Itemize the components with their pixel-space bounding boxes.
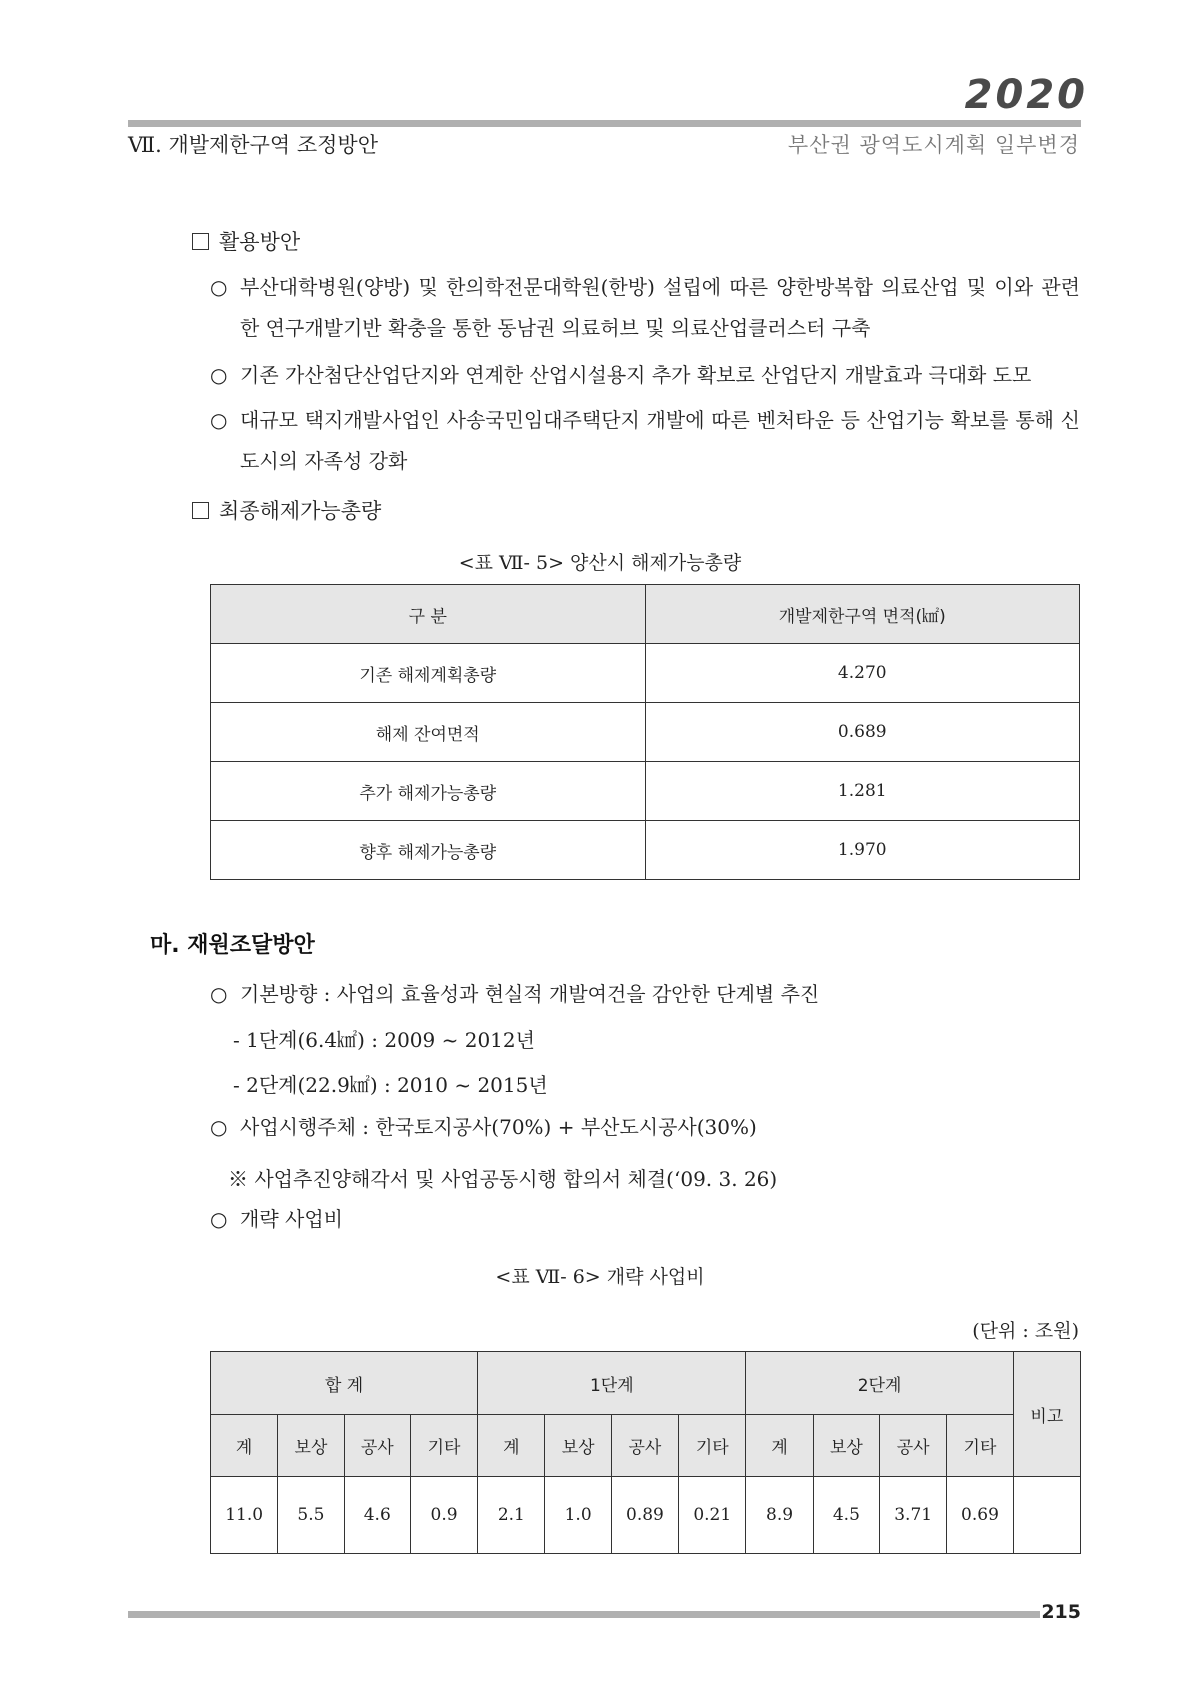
- sub-header: 보상: [278, 1415, 344, 1477]
- usage-heading-text: 활용방안: [219, 230, 301, 254]
- header-rule: [128, 120, 1081, 127]
- sub-header: 보상: [813, 1415, 879, 1477]
- cost-cell: 0.89: [611, 1477, 678, 1554]
- usage-bullet-2: [210, 355, 1080, 396]
- cost-cell: 4.5: [813, 1477, 879, 1554]
- funding-basic-text: 기본방향 : 사업의 효율성과 현실적 개발여건을 감안한 단계별 추진: [240, 982, 820, 1006]
- sub-header: 계: [746, 1415, 813, 1477]
- circle-bullet-icon: ○: [210, 1207, 228, 1231]
- row-value: 0.689: [645, 703, 1080, 762]
- stage-1-line: - 1단계(6.4㎢) : 2009 ~ 2012년: [233, 1028, 535, 1052]
- sub-header: 공사: [344, 1415, 410, 1477]
- circle-bullet-icon: ○: [210, 275, 228, 299]
- cost-cell: 8.9: [746, 1477, 813, 1554]
- circle-bullet-icon: ○: [210, 1115, 228, 1139]
- release-total-table: [210, 584, 1080, 880]
- remark-cell: [1013, 1477, 1080, 1554]
- footer-rule: [128, 1611, 1040, 1618]
- group-header-stage-1: 1단계: [478, 1352, 746, 1415]
- group-header-row: [211, 1352, 1081, 1415]
- section-title: 마. 재원조달방안: [150, 933, 315, 958]
- cost-cell: 11.0: [211, 1477, 278, 1554]
- usage-bullet-1: [210, 267, 1080, 349]
- table-caption-5: <표 Ⅶ- 5> 양산시 해제가능총량: [458, 552, 742, 574]
- sub-header: 계: [478, 1415, 545, 1477]
- document-title: 부산권 광역도시계획 일부변경: [787, 133, 1080, 157]
- funding-cost-text: 개략 사업비: [240, 1207, 343, 1231]
- funding-basic: [210, 974, 1080, 1015]
- final-heading-text: 최종해제가능총량: [219, 499, 382, 523]
- row-label: 향후 해제가능총량: [211, 821, 646, 880]
- table-header-row: [211, 585, 1080, 644]
- row-label: 기존 해제계획총량: [211, 644, 646, 703]
- funding-cost-item: [210, 1199, 1080, 1240]
- group-header-total: 합 계: [211, 1352, 478, 1415]
- table-row: [211, 703, 1080, 762]
- header-year: 2020: [964, 72, 1088, 118]
- square-bullet-icon: [192, 502, 209, 519]
- circle-bullet-icon: ○: [210, 982, 228, 1006]
- usage-bullet-text: 부산대학병원(양방) 및 한의학전문대학원(한방) 설립에 따른 양한방복합 의료산업 및 이와 관련한 연구개발기반 확충을 통한 동남권 의료허브 및 의료산업클러스터 구축: [240, 275, 1080, 340]
- group-header-stage-2: 2단계: [746, 1352, 1013, 1415]
- cost-table: [210, 1351, 1081, 1554]
- cost-cell: 0.21: [679, 1477, 746, 1554]
- sub-header: 보상: [545, 1415, 611, 1477]
- table-row: [211, 1477, 1081, 1554]
- table-row: [211, 762, 1080, 821]
- cost-cell: 0.69: [947, 1477, 1013, 1554]
- row-value: 4.270: [645, 644, 1080, 703]
- circle-bullet-icon: ○: [210, 408, 228, 432]
- sub-header: 기타: [679, 1415, 746, 1477]
- column-header: 개발제한구역 면적(㎢): [645, 585, 1080, 644]
- sub-header: 공사: [880, 1415, 947, 1477]
- table-row: [211, 821, 1080, 880]
- usage-bullet-3: [210, 400, 1080, 482]
- row-label: 해제 잔여면적: [211, 703, 646, 762]
- usage-bullet-text: 기존 가산첨단산업단지와 연계한 산업시설용지 추가 확보로 산업단지 개발효과 극대화 도모: [240, 363, 1032, 387]
- cost-cell: 5.5: [278, 1477, 344, 1554]
- stage-2-line: - 2단계(22.9㎢) : 2010 ~ 2015년: [233, 1073, 548, 1097]
- funding-entity: [210, 1107, 1080, 1148]
- cost-cell: 1.0: [545, 1477, 611, 1554]
- unit-label: (단위 : 조원): [972, 1320, 1079, 1342]
- column-header: 구 분: [211, 585, 646, 644]
- square-bullet-icon: [192, 233, 209, 250]
- chapter-title: Ⅶ. 개발제한구역 조정방안: [128, 133, 378, 157]
- funding-entity-text: 사업시행주체 : 한국토지공사(70%) + 부산도시공사(30%): [240, 1115, 757, 1139]
- cost-cell: 2.1: [478, 1477, 545, 1554]
- usage-heading: [192, 226, 300, 256]
- usage-bullet-text: 대규모 택지개발사업인 사송국민임대주택단지 개발에 따른 벤처타운 등 산업기능 확보를 통해 신도시의 자족성 강화: [240, 408, 1080, 473]
- final-heading: [192, 495, 381, 525]
- sub-header: 기타: [947, 1415, 1013, 1477]
- row-value: 1.970: [645, 821, 1080, 880]
- sub-header-row: [211, 1415, 1081, 1477]
- sub-header: 공사: [611, 1415, 678, 1477]
- table-caption-6: <표 Ⅶ- 6> 개략 사업비: [495, 1266, 705, 1288]
- sub-header: 계: [211, 1415, 278, 1477]
- circle-bullet-icon: ○: [210, 363, 228, 387]
- cost-cell: 3.71: [880, 1477, 947, 1554]
- row-value: 1.281: [645, 762, 1080, 821]
- table-row: [211, 644, 1080, 703]
- remark-header: 비고: [1013, 1352, 1080, 1477]
- funding-note: ※ 사업추진양해각서 및 사업공동시행 합의서 체결(‘09. 3. 26): [228, 1167, 778, 1191]
- row-label: 추가 해제가능총량: [211, 762, 646, 821]
- cost-cell: 0.9: [410, 1477, 477, 1554]
- page-number: 215: [1041, 1601, 1081, 1623]
- sub-header: 기타: [410, 1415, 477, 1477]
- cost-cell: 4.6: [344, 1477, 410, 1554]
